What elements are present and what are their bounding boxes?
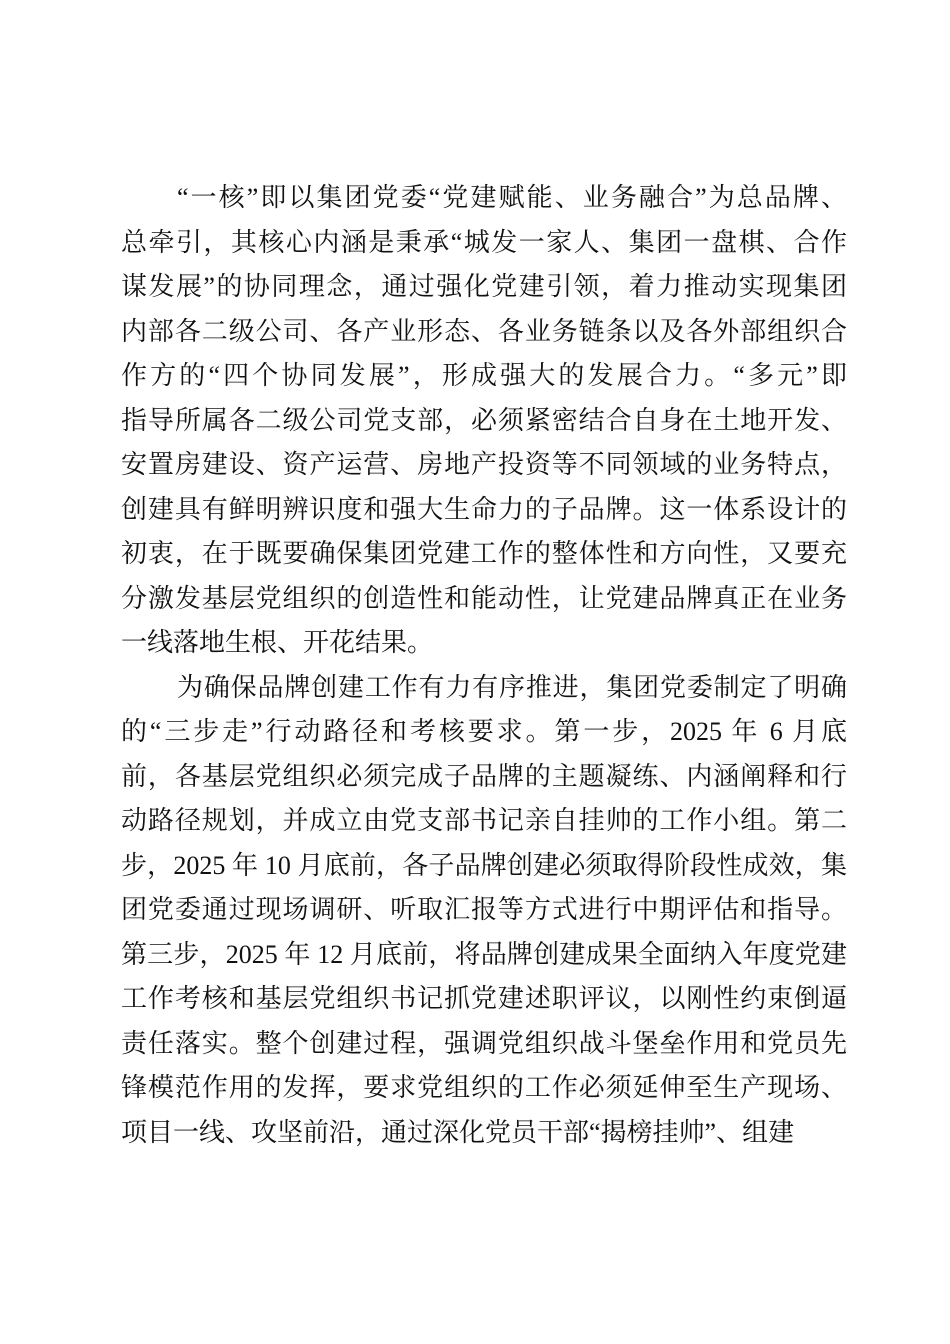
text-line: 一线落地生根、开花结果。 <box>121 628 434 657</box>
text-line: 的“三步走”行动路径和考核要求。第一步，2025 年 6 月底 <box>121 717 847 746</box>
text-line: 项目一线、攻坚前沿，通过深化党员干部“揭榜挂帅”、组建 <box>121 1117 795 1147</box>
document-body <box>121 176 847 1155</box>
text-line: 责任落实。整个创建过程，强调党组织战斗堡垒作用和党员先 <box>121 1028 847 1058</box>
text-line: 作方的“四个协同发展”，形成强大的发展合力。“多元”即 <box>121 361 847 390</box>
paragraph-brand-system <box>121 176 847 666</box>
text-line: 谋发展”的协同理念，通过强化党建引领，着力推动实现集团 <box>121 272 847 301</box>
text-line: 内部各二级公司、各产业形态、各业务链条以及各外部组织合 <box>121 316 847 346</box>
text-line: 安置房建设、资产运营、房地产投资等不同领域的业务特点， <box>121 450 847 479</box>
text-line: 分激发基层党组织的创造性和能动性，让党建品牌真正在业务 <box>121 583 847 613</box>
text-line: 动路径规划，并成立由党支部书记亲自挂帅的工作小组。第二 <box>121 806 847 835</box>
text-line: 工作考核和基层党组织书记抓党建述职评议，以刚性约束倒逼 <box>121 984 847 1013</box>
text-line: 总牵引，其核心内涵是秉承“城发一家人、集团一盘棋、合作 <box>121 227 847 257</box>
text-line: 初衷，在于既要确保集团党建工作的整体性和方向性，又要充 <box>121 539 847 568</box>
text-line: 团党委通过现场调研、听取汇报等方式进行中期评估和指导。 <box>121 895 847 924</box>
text-line: 第三步，2025 年 12 月底前，将品牌创建成果全面纳入年度党建 <box>121 939 847 969</box>
text-line: 锋模范作用的发挥，要求党组织的工作必须延伸至生产现场、 <box>121 1073 847 1102</box>
text-line: 前，各基层党组织必须完成子品牌的主题凝练、内涵阐释和行 <box>121 761 847 791</box>
text-line: 指导所属各二级公司党支部，必须紧密结合自身在土地开发、 <box>121 405 847 435</box>
text-line: 为确保品牌创建工作有力有序推进，集团党委制定了明确 <box>177 672 847 702</box>
text-line: 步，2025 年 10 月底前，各子品牌创建必须取得阶段性成效，集 <box>121 850 847 880</box>
paragraph-three-step-plan <box>121 666 847 1156</box>
text-line: “一核”即以集团党委“党建赋能、业务融合”为总品牌、 <box>177 183 847 212</box>
text-line: 创建具有鲜明辨识度和强大生命力的子品牌。这一体系设计的 <box>121 494 847 524</box>
